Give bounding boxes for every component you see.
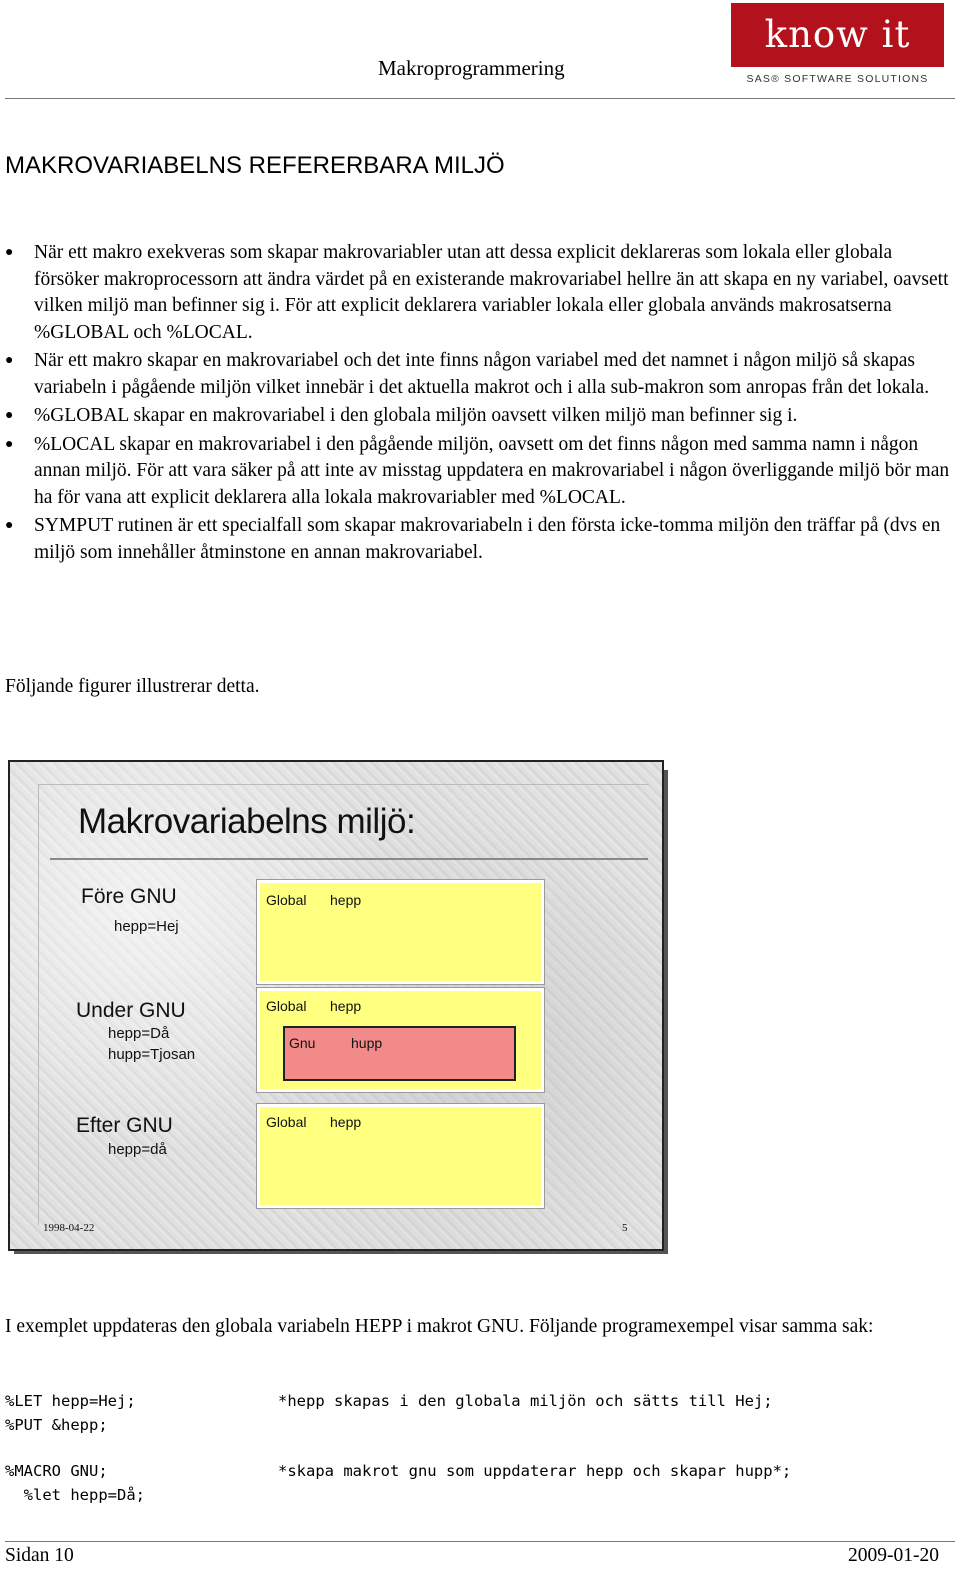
global-var: hepp: [330, 998, 362, 1014]
global-var: hepp: [330, 1114, 362, 1130]
logo-subtitle: SAS® SOFTWARE SOLUTIONS: [746, 73, 929, 85]
section-var: hepp=då: [108, 1141, 167, 1158]
header-divider: [5, 98, 955, 99]
section-var: hupp=Tjosan: [108, 1046, 196, 1063]
global-env-box: [257, 880, 544, 984]
local-var: hupp: [351, 1035, 383, 1051]
figure-intro: Följande figurer illustrerar detta.: [5, 676, 260, 697]
bullet-text: SYMPUT rutinen är ett specialfall som skapar makrovariabeln i den första icke-tomma miljön den träffar på (dvs en miljö som innehåller åtminstone en annan makrovariabel.: [34, 515, 941, 563]
local-env-box: [283, 1026, 516, 1081]
section-label-during: Under GNU: [76, 999, 186, 1022]
code-line: %PUT &hepp;: [5, 1416, 108, 1434]
section-heading: MAKROVARIABELNS REFERERBARA MILJÖ: [5, 152, 505, 179]
bullet-item: [0, 432, 955, 512]
code-comment: *skapa makrot gnu som uppdaterar hepp och skapar hupp*;: [278, 1462, 792, 1480]
bullet-item: [0, 240, 955, 346]
global-label: Global: [266, 892, 307, 908]
bullet-icon: ●: [5, 436, 14, 452]
bullet-item: [0, 513, 955, 566]
bullet-text: %GLOBAL skapar en makrovariabel i den globala miljön oavsett vilken miljö man befinner sig i.: [34, 405, 798, 426]
company-logo: [731, 3, 944, 89]
section-label-before: Före GNU: [81, 885, 177, 908]
figure-shadow: [664, 770, 668, 1253]
bullet-icon: ●: [5, 518, 14, 533]
section-var: hepp=Hej: [114, 918, 179, 935]
section-label-after: Efter GNU: [76, 1114, 173, 1137]
footer-date: 2009-01-20: [848, 1545, 939, 1566]
figure-title: Makrovariabelns miljö:: [78, 802, 416, 841]
code-line: %let hepp=Då;: [5, 1486, 145, 1504]
bullet-text: När ett makro exekveras som skapar makrovariabler utan att dessa explicit deklareras som lokala eller globala försöker makroprocessorn att ändra värdet på en existerande makrovariabel hellre än att skapa en ny variabel, oavsett vilken miljö man befinner sig i. För att explicit deklarera variabler lokala eller globala används makrosatserna %GLOBAL och %LOCAL.: [34, 242, 949, 343]
global-label: Global: [266, 998, 307, 1014]
section-var: hepp=Då: [108, 1025, 170, 1042]
example-paragraph: I exemplet uppdateras den globala variabeln HEPP i makrot GNU. Följande programexempel visar samma sak:: [5, 1316, 874, 1337]
figure-page: 5: [622, 1222, 628, 1234]
footer-divider: [5, 1541, 955, 1542]
global-var: hepp: [330, 892, 362, 908]
header-title: Makroprogrammering: [378, 56, 565, 80]
logo-wordmark: know it: [731, 3, 944, 67]
code-line: %LET hepp=Hej;: [5, 1392, 136, 1410]
figure-date: 1998-04-22: [43, 1222, 95, 1234]
code-comment: *hepp skapas i den globala miljön och sätts till Hej;: [278, 1392, 773, 1410]
macro-environment-figure: [8, 760, 664, 1251]
code-line: %MACRO GNU;: [5, 1462, 108, 1480]
global-label: Global: [266, 1114, 307, 1130]
bullet-item: [0, 403, 955, 430]
global-env-box: [257, 1104, 544, 1208]
bullet-icon: ●: [5, 353, 14, 368]
figure-title-rule: [50, 858, 648, 860]
bullet-item: [0, 348, 955, 401]
local-label: Gnu: [289, 1035, 316, 1051]
figure-shadow: [14, 1251, 668, 1254]
bullet-list: [0, 240, 955, 568]
bullet-text: När ett makro skapar en makrovariabel och det inte finns någon variabel med det namnet i någon miljö så skapas variabeln i pågående miljön vilket innebär i det aktuella makrot och i alla sub-makron som anropas från det lokala.: [34, 350, 930, 398]
bullet-icon: ●: [5, 408, 14, 423]
footer-page-number: Sidan 10: [5, 1545, 74, 1566]
global-env-box: [257, 988, 544, 1092]
bullet-text: %LOCAL skapar en makrovariabel i den pågående miljön, oavsett om det finns någon med samma namn i någon annan miljö. För att vara säker på att inte av misstag uppdatera en makrovariabel i någon överliggande miljö bör man ha för vana att explicit deklarera alla lokala makrovariabler med %LOCAL.: [34, 433, 950, 508]
bullet-icon: ●: [5, 245, 14, 260]
